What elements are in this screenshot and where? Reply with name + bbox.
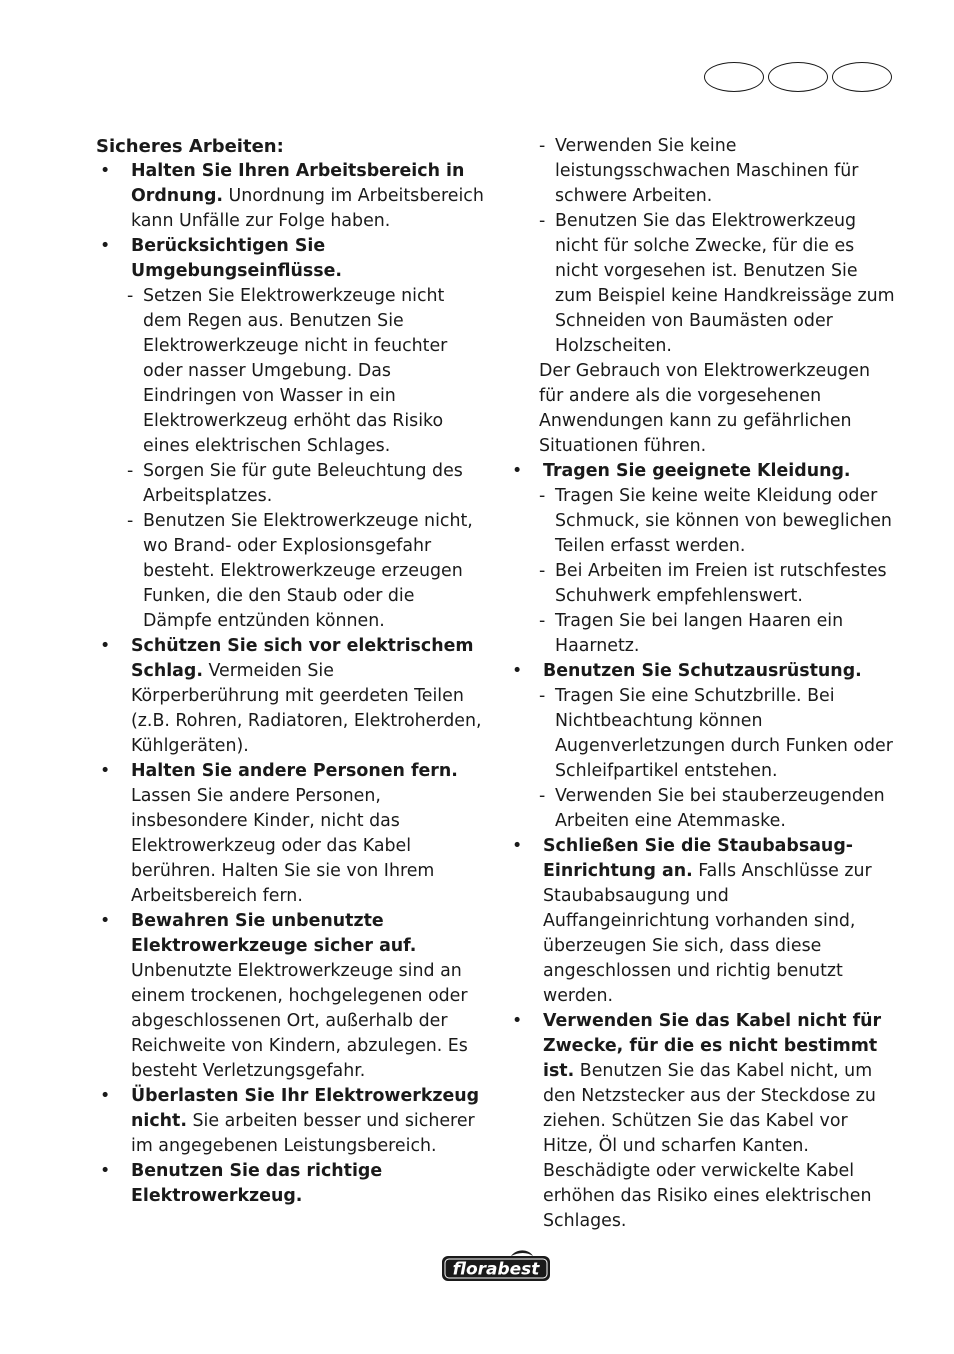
bullet: • — [100, 911, 111, 931]
item-text: Sie arbeiten besser und sicherer im angegebenen Leistungsbereich. — [131, 1111, 475, 1156]
item-text: Falls Anschlüsse zur Staubabsaugung und Auffangeinrichtung vorhanden sind, überzeugen Sie sich, dass diese angeschlossen und richtig benutzt werden. — [543, 861, 872, 1006]
dash: - — [127, 511, 134, 531]
sub-item — [539, 484, 898, 559]
item-text: Vermeiden Sie Körperberührung mit geerdeten Teilen (z.B. Rohren, Radiatoren, Elektroherden, Kühlgeräten). — [131, 661, 482, 756]
list-item — [96, 1084, 486, 1159]
sub-item — [127, 284, 486, 459]
bullet: • — [512, 461, 523, 481]
list-item — [508, 459, 898, 659]
logo-text: florabest — [452, 1259, 540, 1280]
list-item — [508, 659, 898, 834]
bullet: • — [512, 1011, 523, 1031]
sub-list — [539, 684, 898, 834]
sub-text: Tragen Sie eine Schutzbrille. Bei Nichtbeachtung können Augenverletzungen durch Funken oder Schleifpartikel entstehen. — [555, 686, 893, 781]
item-bold: Tragen Sie geeignete Kleidung. — [543, 461, 851, 481]
item-paragraph: Beschädigte oder verwickelte Kabel erhöhen das Risiko eines elektrischen Schlages. — [543, 1161, 872, 1231]
item-bold: Bewahren Sie unbenutzte Elektrowerkzeuge sicher auf. — [131, 911, 417, 956]
dash: - — [539, 786, 546, 806]
item-bold: Überlasten Sie Ihr Elektrowerkzeug nicht. — [131, 1086, 480, 1131]
list-item — [96, 234, 486, 634]
florabest-logo — [441, 1250, 551, 1282]
item-bold: Verwenden Sie das Kabel nicht für Zwecke, für die es nicht bestimmt ist. — [543, 1011, 882, 1081]
item-bold: Halten Sie Ihren Arbeitsbereich in Ordnung. — [131, 161, 465, 206]
list-item — [508, 834, 898, 1009]
language-badge-oval — [768, 62, 828, 92]
dash: - — [539, 136, 546, 156]
dash: - — [539, 211, 546, 231]
sub-item — [539, 609, 898, 659]
sub-list — [539, 484, 898, 659]
right-column — [508, 134, 898, 1234]
sub-text: Setzen Sie Elektrowerkzeuge nicht dem Regen aus. Benutzen Sie Elektrowerkzeuge nicht in feuchter oder nasser Umgebung. Das Eindringen von Wasser in ein Elektrowerkzeug erhöht das Risiko eines elektrischen Schlages. — [143, 286, 448, 456]
sub-item — [539, 684, 898, 784]
sub-text: Verwenden Sie keine leistungsschwachen Maschinen für schwere Arbeiten. — [555, 136, 859, 206]
sub-item — [539, 134, 898, 209]
bullet: • — [100, 761, 111, 781]
continued-item — [508, 134, 898, 459]
sub-item — [539, 784, 898, 834]
sub-text: Tragen Sie bei langen Haaren ein Haarnetz. — [555, 611, 844, 656]
item-bold: Benutzen Sie Schutzausrüstung. — [543, 661, 862, 681]
language-badges — [704, 62, 894, 94]
list-item — [508, 1009, 898, 1234]
bullet: • — [100, 1086, 111, 1106]
sub-item — [539, 209, 898, 359]
dash: - — [539, 561, 546, 581]
item-bold: Halten Sie andere Personen fern. — [131, 761, 458, 781]
list-item — [96, 759, 486, 909]
bullet: • — [512, 836, 523, 856]
list-item — [96, 1159, 486, 1209]
bullet: • — [100, 236, 111, 256]
list-item — [96, 634, 486, 759]
dash: - — [539, 686, 546, 706]
dash: - — [539, 486, 546, 506]
sub-text: Benutzen Sie Elektrowerkzeuge nicht, wo Brand- oder Explosionsgefahr besteht. Elektrowerkzeuge erzeugen Funken, die den Staub oder die Dämpfe entzünden können. — [143, 511, 473, 631]
sub-text: Benutzen Sie das Elektrowerkzeug nicht für solche Zwecke, für die es nicht vorgesehen ist. Benutzen Sie zum Beispiel keine Handkreissäge zum Schneiden von Baumästen oder Holzscheiten. — [555, 211, 895, 356]
dash: - — [127, 461, 134, 481]
item-text: Benutzen Sie das Kabel nicht, um den Netzstecker aus der Steckdose zu ziehen. Schützen Sie das Kabel vor Hitze, Öl und scharfen Kanten. — [543, 1061, 876, 1156]
list-item — [96, 159, 486, 234]
sub-item — [127, 459, 486, 509]
item-bold: Benutzen Sie das richtige Elektrowerkzeug. — [131, 1161, 383, 1206]
sub-text: Tragen Sie keine weite Kleidung oder Schmuck, sie können von beweglichen Teilen erfasst werden. — [555, 486, 892, 556]
item-bold: Schützen Sie sich vor elektrischem Schlag. — [131, 636, 474, 681]
item-bold: Schließen Sie die Staubabsaug-Einrichtung an. — [543, 836, 853, 881]
bullet: • — [100, 636, 111, 656]
bullet: • — [100, 1161, 111, 1181]
item-bold: Berücksichtigen Sie Umgebungseinflüsse. — [131, 236, 343, 281]
item-paragraph: Der Gebrauch von Elektrowerkzeugen für andere als die vorgesehenen Anwendungen kann zu gefährlichen Situationen führen. — [539, 361, 870, 456]
dash: - — [127, 286, 134, 306]
left-column — [96, 134, 486, 1209]
sub-list — [539, 134, 898, 359]
sub-item — [127, 509, 486, 634]
section-heading: Sicheres Arbeiten: — [96, 136, 284, 157]
sub-text: Bei Arbeiten im Freien ist rutschfestes Schuhwerk empfehlenswert. — [555, 561, 887, 606]
bullet: • — [100, 161, 111, 181]
bullet: • — [512, 661, 523, 681]
sub-list — [127, 284, 486, 634]
sub-text: Verwenden Sie bei stauberzeugenden Arbeiten eine Atemmaske. — [555, 786, 885, 831]
sub-item — [539, 559, 898, 609]
language-badge-oval — [704, 62, 764, 92]
language-badge-oval — [832, 62, 892, 92]
item-text: Lassen Sie andere Personen, insbesondere Kinder, nicht das Elektrowerkzeug oder das Kabel berühren. Halten Sie sie von Ihrem Arbeitsbereich fern. — [131, 786, 435, 906]
list-item — [96, 909, 486, 1084]
item-text: Unbenutzte Elektrowerkzeuge sind an einem trockenen, hochgelegenen oder abgeschlossenen Ort, außerhalb der Reichweite von Kindern, abzulegen. Es besteht Verletzungsgefahr. — [131, 961, 468, 1081]
sub-text: Sorgen Sie für gute Beleuchtung des Arbeitsplatzes. — [143, 461, 463, 506]
item-text: Unordnung im Arbeitsbereich kann Unfälle zur Folge haben. — [131, 186, 484, 231]
dash: - — [539, 611, 546, 631]
